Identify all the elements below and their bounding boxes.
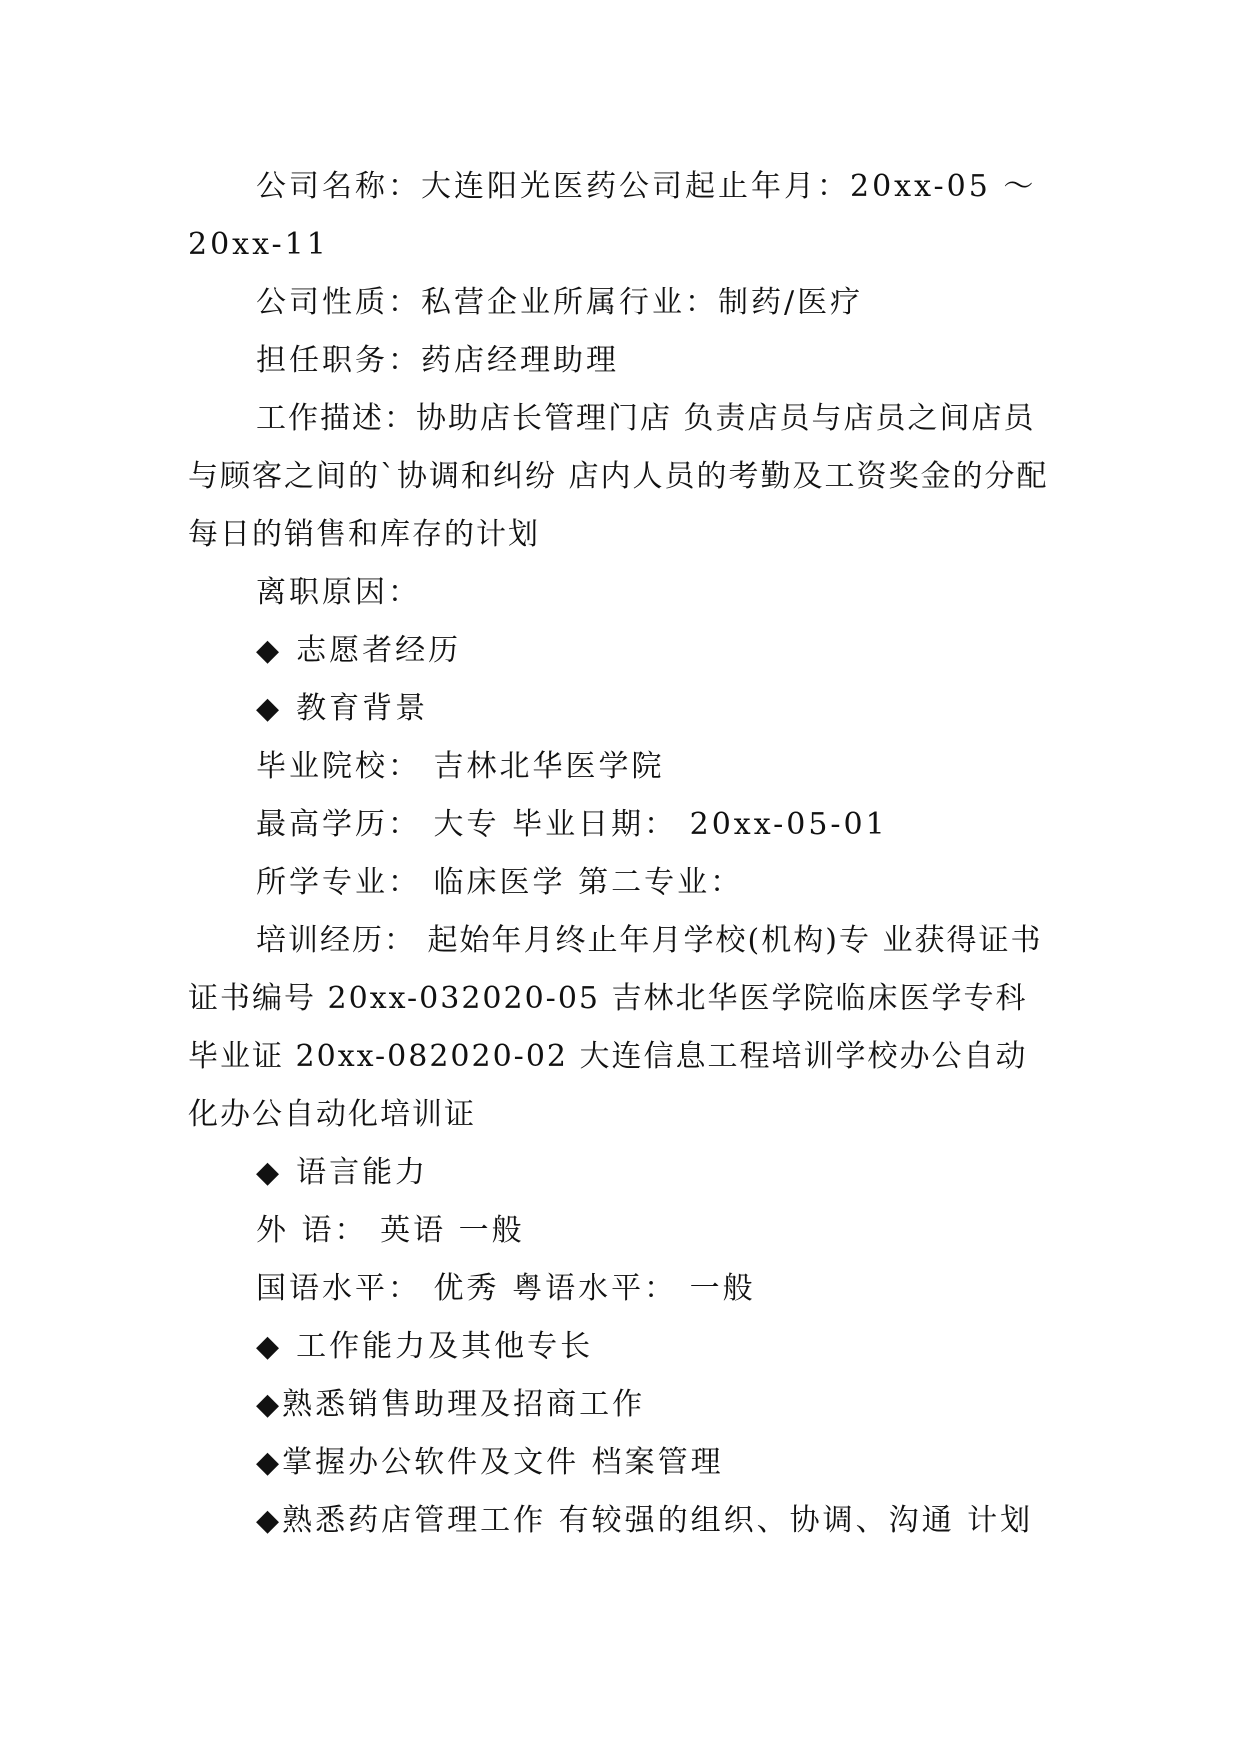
- diamond-bullet-icon: ◆: [256, 633, 283, 668]
- volunteer-heading: [188, 622, 1053, 680]
- skill-item-text: 掌握办公软件及文件 档案管理: [282, 1445, 724, 1480]
- diamond-bullet-icon: ◆: [256, 1387, 283, 1422]
- education-heading-text: 教育背景: [296, 691, 429, 726]
- diamond-bullet-icon: ◆: [256, 1445, 283, 1480]
- language-heading-text: 语言能力: [296, 1155, 429, 1190]
- education-heading: [188, 680, 1053, 738]
- volunteer-heading-text: 志愿者经历: [296, 633, 462, 668]
- job-description-line: 工作描述：协助店长管理门店 负责店员与店员之间店员与顾客之间的`协调和纠纷 店内人员的考勤及工资奖金的分配 每日的销售和库存的计划: [188, 401, 1049, 552]
- diamond-bullet-icon: ◆: [256, 691, 283, 726]
- language-heading: [188, 1144, 1053, 1202]
- foreign-language-line: 外 语： 英语 一般: [256, 1213, 525, 1248]
- degree-line: 最高学历： 大专 毕业日期： 20xx-05-01: [256, 807, 888, 842]
- company-name-line: 公司名称：大连阳光医药公司起止年月：20xx-05 ～ 20xx-11: [188, 169, 1037, 262]
- skill-item-text: 熟悉销售助理及招商工作: [282, 1387, 646, 1422]
- diamond-bullet-icon: ◆: [256, 1503, 283, 1538]
- diamond-bullet-icon: ◆: [256, 1329, 283, 1364]
- company-nature-line: 公司性质：私营企业所属行业：制药/医疗: [256, 285, 864, 320]
- mandarin-line: 国语水平： 优秀 粤语水平： 一般: [256, 1271, 756, 1306]
- major-line: 所学专业： 临床医学 第二专业：: [256, 865, 744, 900]
- skills-heading-text: 工作能力及其他专长: [296, 1329, 594, 1364]
- skill-item-text: 熟悉药店管理工作 有较强的组织、协调、沟通 计划: [282, 1503, 1034, 1538]
- diamond-bullet-icon: ◆: [256, 1155, 283, 1190]
- position-line: 担任职务：药店经理助理: [256, 343, 619, 378]
- leave-reason-line: 离职原因：: [256, 575, 421, 610]
- skill-item: [188, 1376, 1053, 1434]
- skill-item: [188, 1434, 1053, 1492]
- training-line: 培训经历： 起始年月终止年月学校(机构)专 业获得证书证书编号 20xx-032020-05 吉林北华医学院临床医学专科毕业证 20xx-082020-02 大连信息工程培训学校办公自动化办公自动化培训证: [188, 923, 1043, 1132]
- school-line: 毕业院校： 吉林北华医学院: [256, 749, 665, 784]
- skills-heading: [188, 1318, 1053, 1376]
- skill-item: [188, 1492, 1053, 1550]
